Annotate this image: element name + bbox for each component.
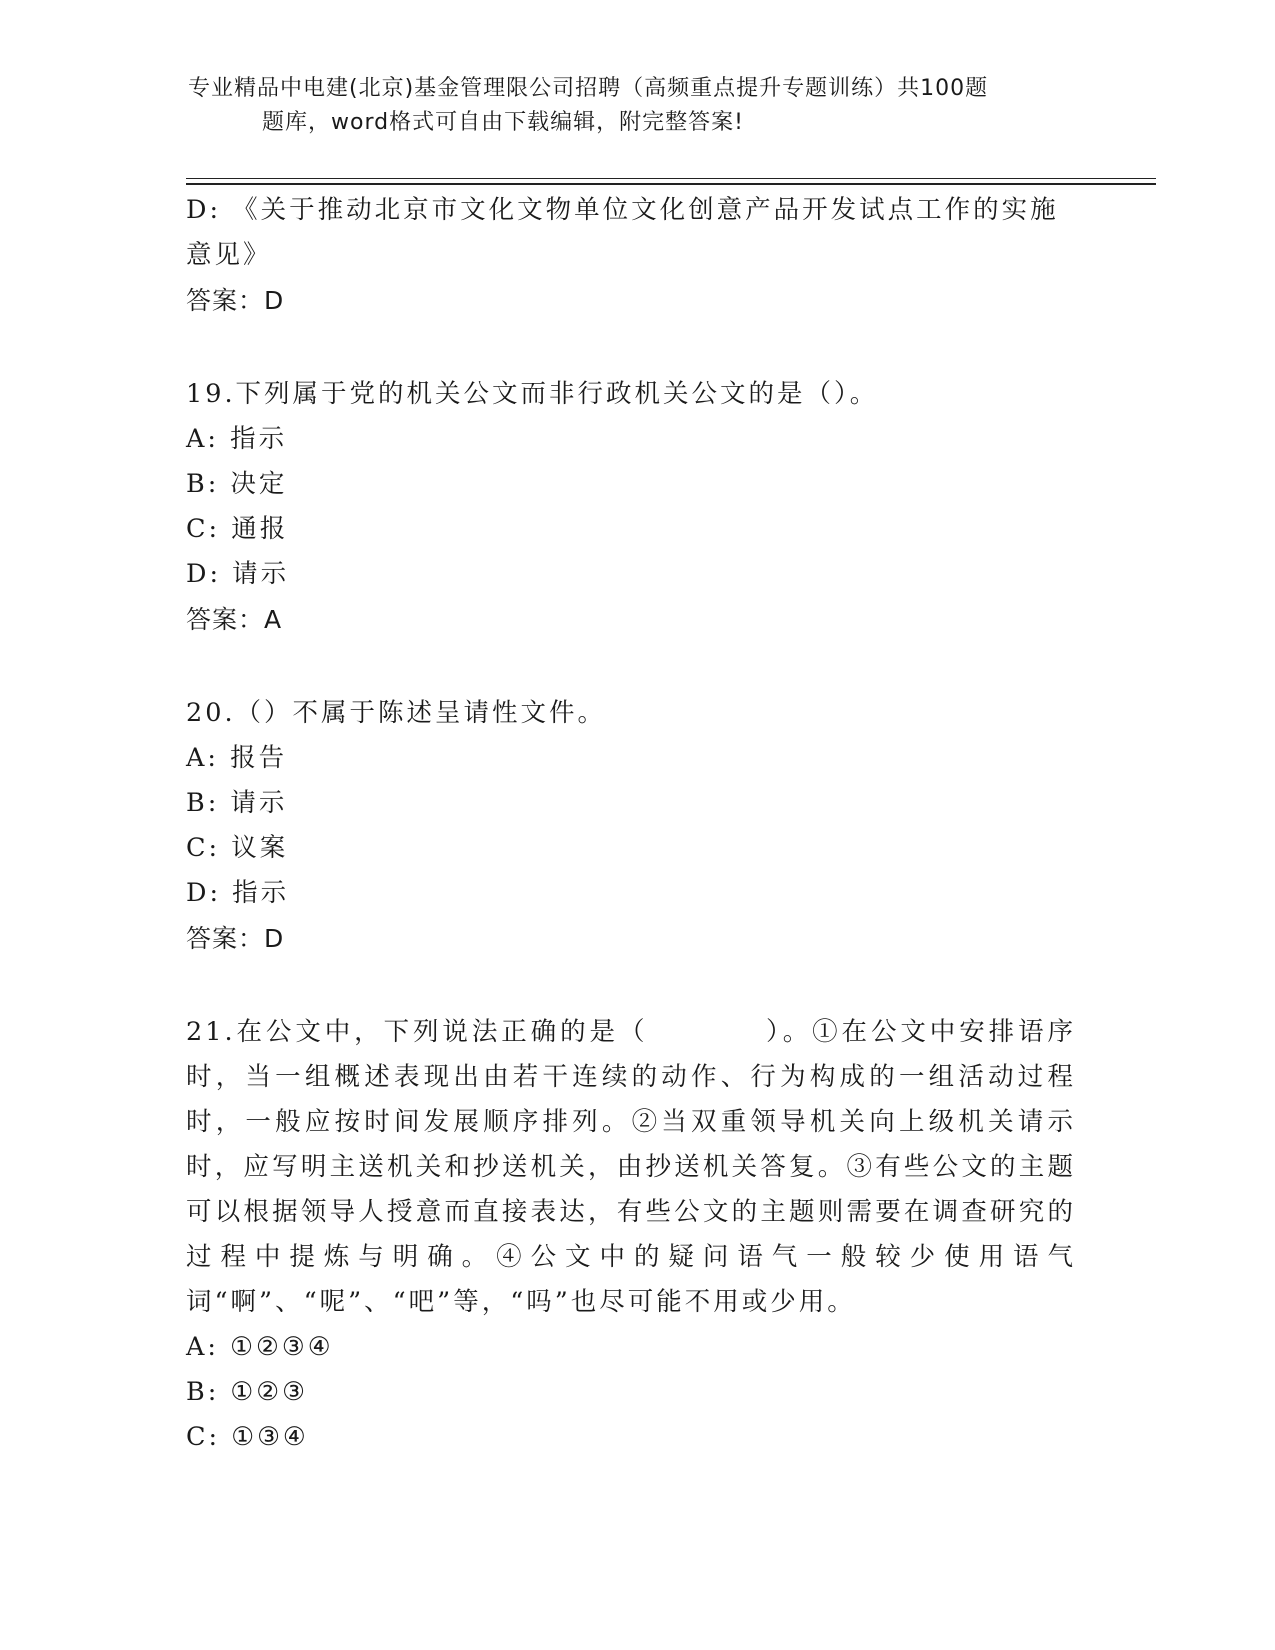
q21-option-c: C: ①③④ [186,1422,309,1452]
q20-option-a: A: 报告 [186,743,288,773]
q20-option-c: C: 议案 [186,833,289,863]
spacer [186,961,1086,1010]
q19-answer: 答案：A [186,605,283,634]
spacer [186,323,1086,372]
q19-stem: 19.下列属于党的机关公文而非行政机关公文的是（）。 [186,379,879,409]
question-content [186,188,1086,1460]
q19-option-a: A: 指示 [186,424,288,454]
header-divider-thick [186,183,1156,185]
spacer [186,642,1086,691]
header-title-line1: 专业精品中电建(北京)基金管理限公司招聘（高频重点提升专题训练）共100题 [188,76,989,101]
q18-option-d: D: 《关于推动北京市文化文物单位文化创意产品开发试点工作的实施意见》 [186,195,1059,270]
q21-option-b: B: ①②③ [186,1377,309,1407]
q19-option-d: D: 请示 [186,559,290,589]
q21-stem: 21.在公文中，下列说法正确的是（ ）。①在公文中安排语序时，当一组概述表现出由若干连续的动作、行为构成的一组活动过程时，一般应按时间发展顺序排列。②当双重领导机关向上级机关请示时，应写明主送机关和抄送机关，由抄送机关答复。③有些公文的主题可以根据领导人授意而直接表达，有些公文的主题则需要在调查研究的过程中提炼与明确。④公文中的疑问语气一般较少使用语气词“啊”、“呢”、“吧”等，“吗”也尽可能不用或少用。 [186,1017,1076,1317]
q20-stem: 20.（）不属于陈述呈请性文件。 [186,698,607,728]
header-title-line2: 题库，word格式可自由下载编辑，附完整答案! [262,110,744,135]
q19-option-b: B: 决定 [186,469,288,499]
page-header [188,72,1068,140]
header-divider-thin [186,178,1156,179]
q20-option-d: D: 指示 [186,878,290,908]
q19-option-c: C: 通报 [186,514,289,544]
q20-answer: 答案：D [186,924,285,953]
q18-answer: 答案：D [186,286,285,315]
q20-option-b: B: 请示 [186,788,288,818]
q21-option-a: A: ①②③④ [186,1332,334,1362]
